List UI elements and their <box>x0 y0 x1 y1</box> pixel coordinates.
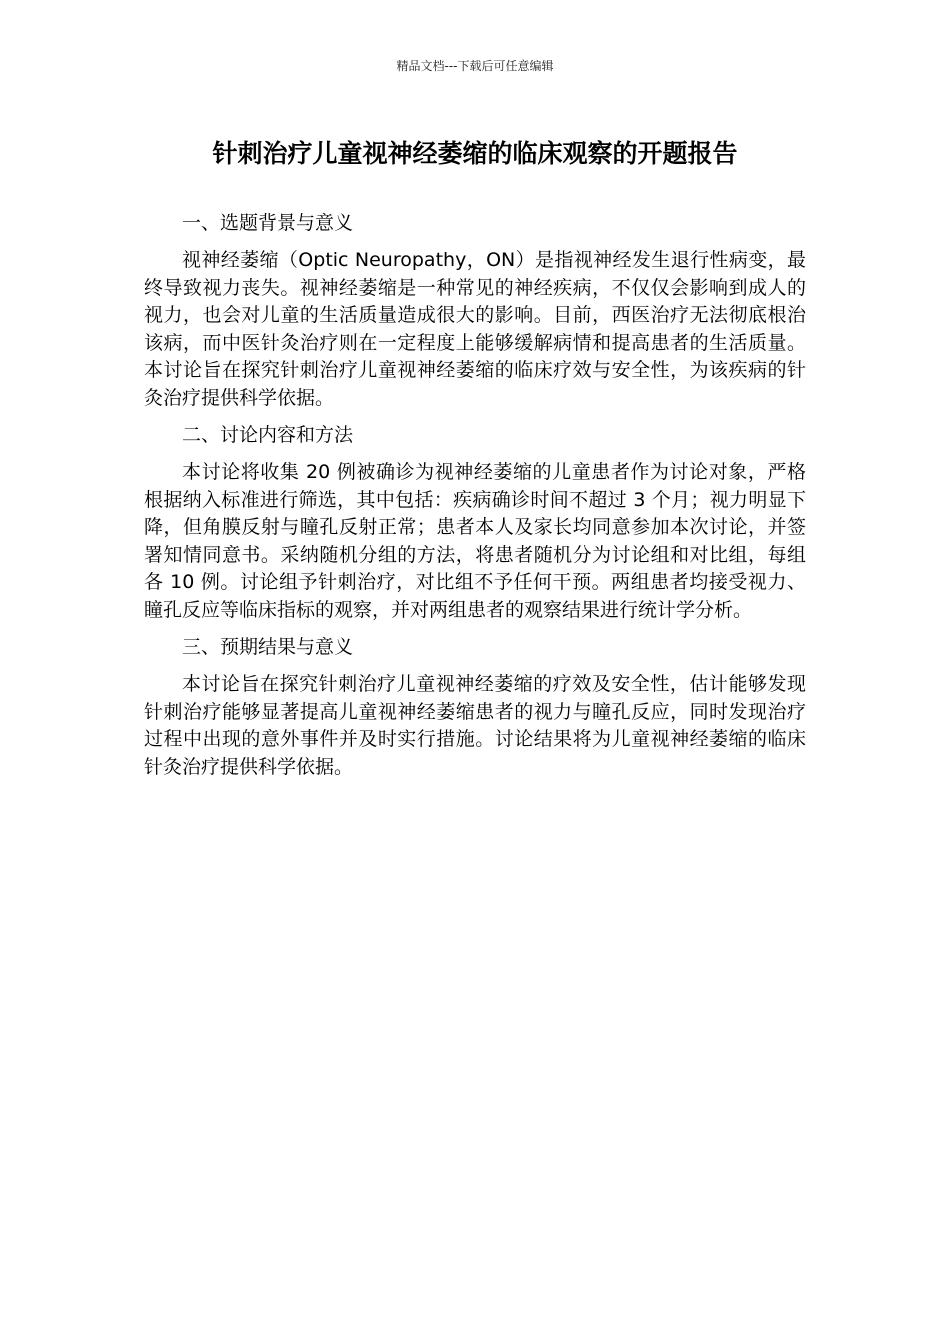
section-heading-background: 一、选题背景与意义 <box>182 212 354 234</box>
section-paragraph-expected-results: 本讨论旨在探究针刺治疗儿童视神经萎缩的疗效及安全性，估计能够发现针刺治疗能够显著提高儿童视神经萎缩患者的视力与瞳孔反应，同时发现治疗过程中出现的意外事件并及时实行措施。讨论结果将为儿童视神经萎缩的临床针灸治疗提供科学依据。 <box>144 673 806 778</box>
section-expected-results <box>144 634 806 781</box>
section-heading-expected-results: 三、预期结果与意义 <box>182 636 354 658</box>
section-paragraph-background: 视神经萎缩（Optic Neuropathy，ON）是指视神经发生退行性病变，最终导致视力丧失。视神经萎缩是一种常见的神经疾病，不仅仅会影响到成人的视力，也会对儿童的生活质量造成很大的影响。目前，西医治疗无法彻底根治该病，而中医针灸治疗则在一定程度上能够缓解病情和提高患者的生活质量。本讨论旨在探究针刺治疗儿童视神经萎缩的临床疗效与安全性，为该疾病的针灸治疗提供科学依据。 <box>144 249 806 409</box>
document-title: 针刺治疗儿童视神经萎缩的临床观察的开题报告 <box>212 139 738 168</box>
section-paragraph-methods: 本讨论将收集 20 例被确诊为视神经萎缩的儿童患者作为讨论对象，严格根据纳入标准进行筛选，其中包括：疾病确诊时间不超过 3 个月；视力明显下降，但角膜反射与瞳孔反射正常；患者本人及家长均同意参加本次讨论，并签署知情同意书。采纳随机分组的方法，将患者随机分为讨论组和对比组，每组各 10 例。讨论组予针刺治疗，对比组不予任何干预。两组患者均接受视力、瞳孔反应等临床指标的观察，并对两组患者的观察结果进行统计学分析。 <box>144 461 806 621</box>
header-note: 精品文档---下载后可任意编辑 <box>396 59 554 73</box>
section-background <box>144 210 806 412</box>
document-body <box>144 210 806 791</box>
section-methods <box>144 422 806 624</box>
section-heading-methods: 二、讨论内容和方法 <box>182 424 354 446</box>
